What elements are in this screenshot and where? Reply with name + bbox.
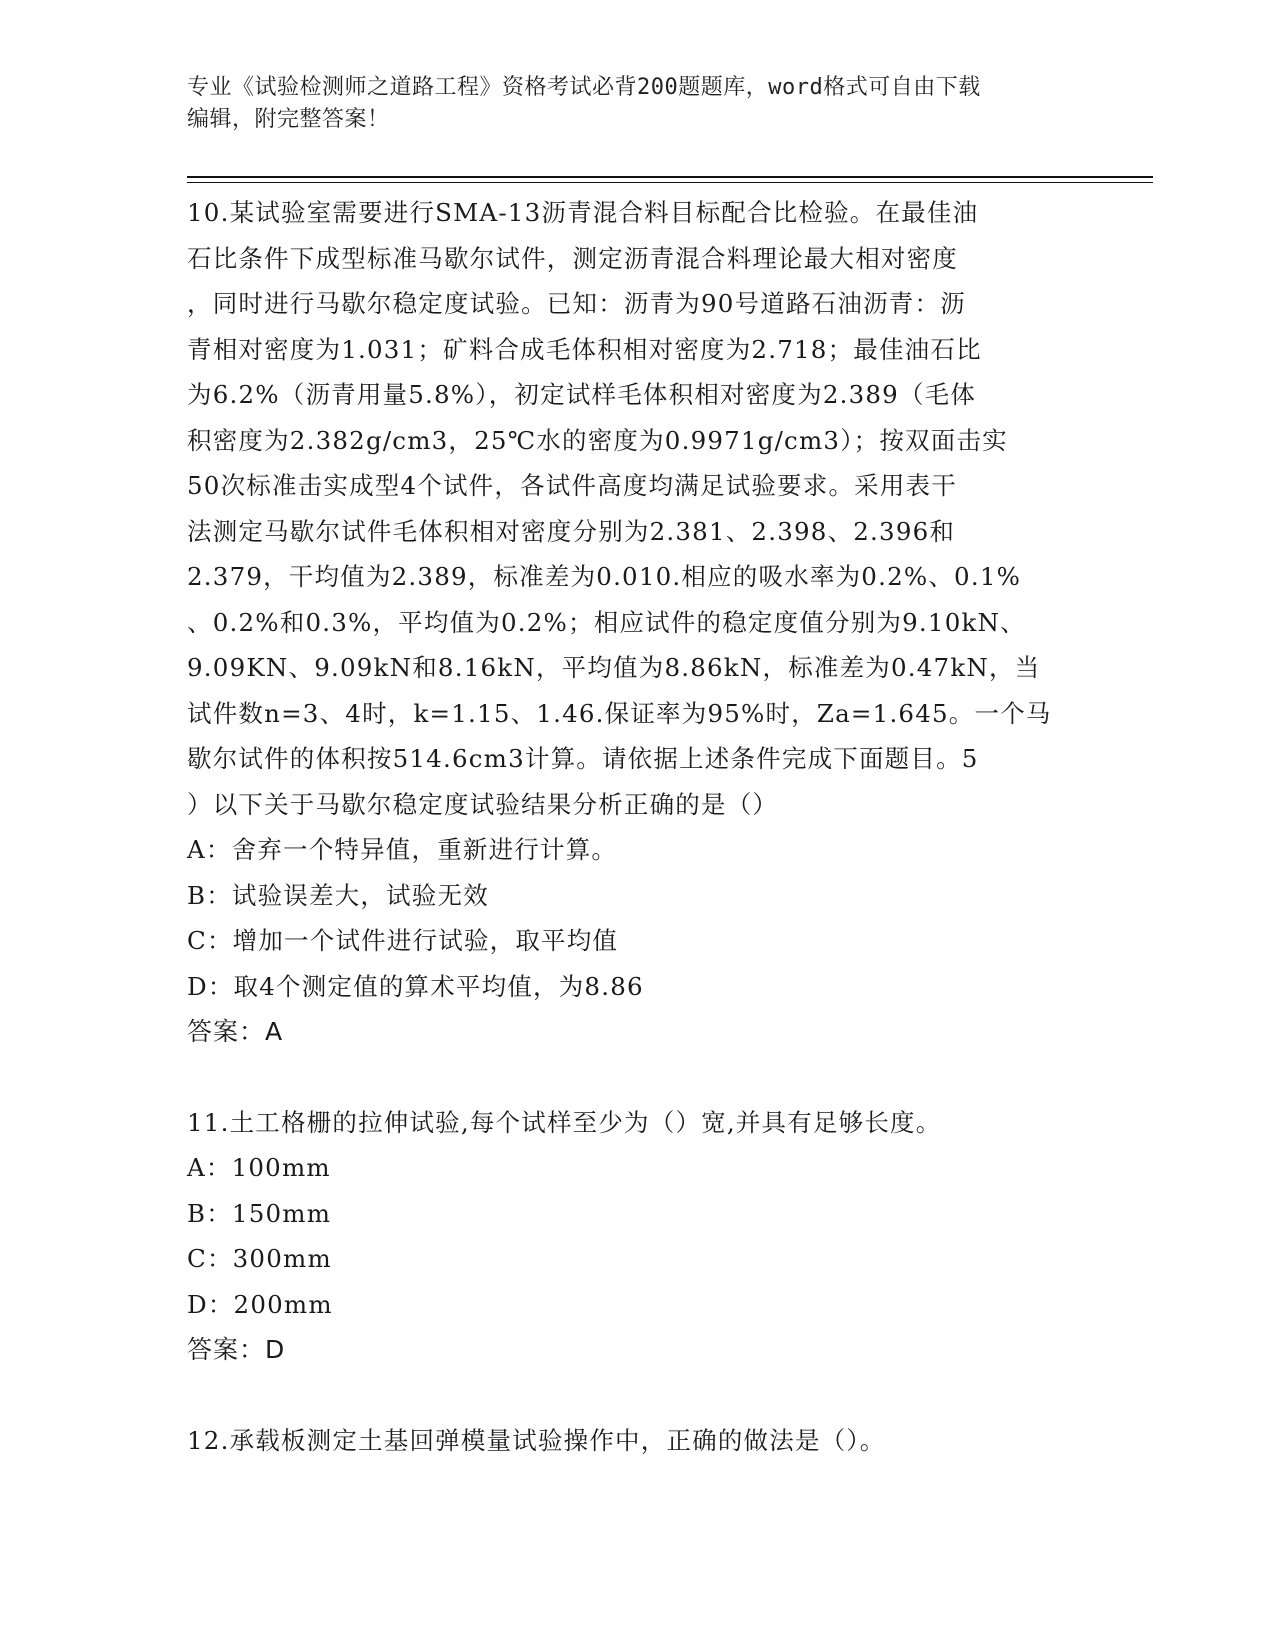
question-text-line: 为6.2%（沥青用量5.8%），初定试样毛体积相对密度为2.389（毛体 [187,380,977,409]
option-d: D：取4个测定值的算术平均值，为8.86 [187,971,644,1001]
option-c: C：300mm [187,1244,332,1273]
question-text-line: 、0.2%和0.3%，平均值为0.2%；相应试件的稳定度值分别为9.10kN、 [187,607,1026,637]
question-text-line: 法测定马歇尔试件毛体积相对密度分别为2.381、2.398、2.396和 [187,516,956,546]
question-11 [187,1100,1087,1373]
question-text-line: 2.379，干均值为2.389，标准差为0.010.相应的吸水率为0.2%、0.1% [187,562,1022,591]
question-text-line: 歇尔试件的体积按514.6cm3计算。请依据上述条件完成下面题目。5 [187,744,979,773]
option-a: A：舍弃一个特异值，重新进行计算。 [187,835,618,864]
option-b: B：150mm [187,1198,332,1228]
question-list [187,190,1087,1463]
option-a: A：100mm [187,1153,331,1182]
document-header [187,72,1087,136]
question-text-line: 积密度为2.382g/cm3，25℃水的密度为0.9971g/cm3）；按双面击实 [187,425,1008,455]
question-text-line: 青相对密度为1.031；矿料合成毛体积相对密度为2.718；最佳油石比 [187,334,982,364]
question-text-line: ）以下关于马歇尔稳定度试验结果分析正确的是（） [187,789,779,819]
question-text-line: 12.承载板测定土基回弹模量试验操作中，正确的做法是（）。 [187,1425,886,1455]
question-text-line: 50次标准击实成型4个试件，各试件高度均满足试验要求。采用表干 [187,471,957,500]
question-spacer [187,1055,1087,1100]
answer-label: 答案：A [187,1017,284,1046]
answer-label: 答案：D [187,1335,286,1364]
question-text-line: 石比条件下成型标准马歇尔试件，测定沥青混合料理论最大相对密度 [187,243,958,273]
question-text-line: 9.09KN、9.09kN和8.16kN，平均值为8.86kN，标准差为0.47kN，当 [187,653,1041,682]
question-text-line: 试件数n=3、4时，k=1.15、1.46.保证率为95%时，Za=1.645。一个马 [187,698,1052,728]
header-divider-thick [187,176,1153,178]
question-text-line: 11.土工格栅的拉伸试验,每个试样至少为（）宽,并具有足够长度。 [187,1107,942,1137]
question-10 [187,190,1087,1055]
header-line-2: 编辑，附完整答案！ [187,107,390,132]
option-b: B：试验误差大，试验无效 [187,880,489,910]
question-12 [187,1418,1087,1464]
option-d: D：200mm [187,1289,333,1319]
question-text-line: ，同时进行马歇尔稳定度试验。已知：沥青为90号道路石油沥青：沥 [187,289,966,318]
option-c: C：增加一个试件进行试验，取平均值 [187,926,619,955]
question-text-line: 10.某试验室需要进行SMA-13沥青混合料目标配合比检验。在最佳油 [187,198,979,227]
question-spacer [187,1373,1087,1418]
header-line-1: 专业《试验检测师之道路工程》资格考试必背200题题库，word格式可自由下载 [187,75,981,100]
header-divider-thin [187,182,1153,183]
